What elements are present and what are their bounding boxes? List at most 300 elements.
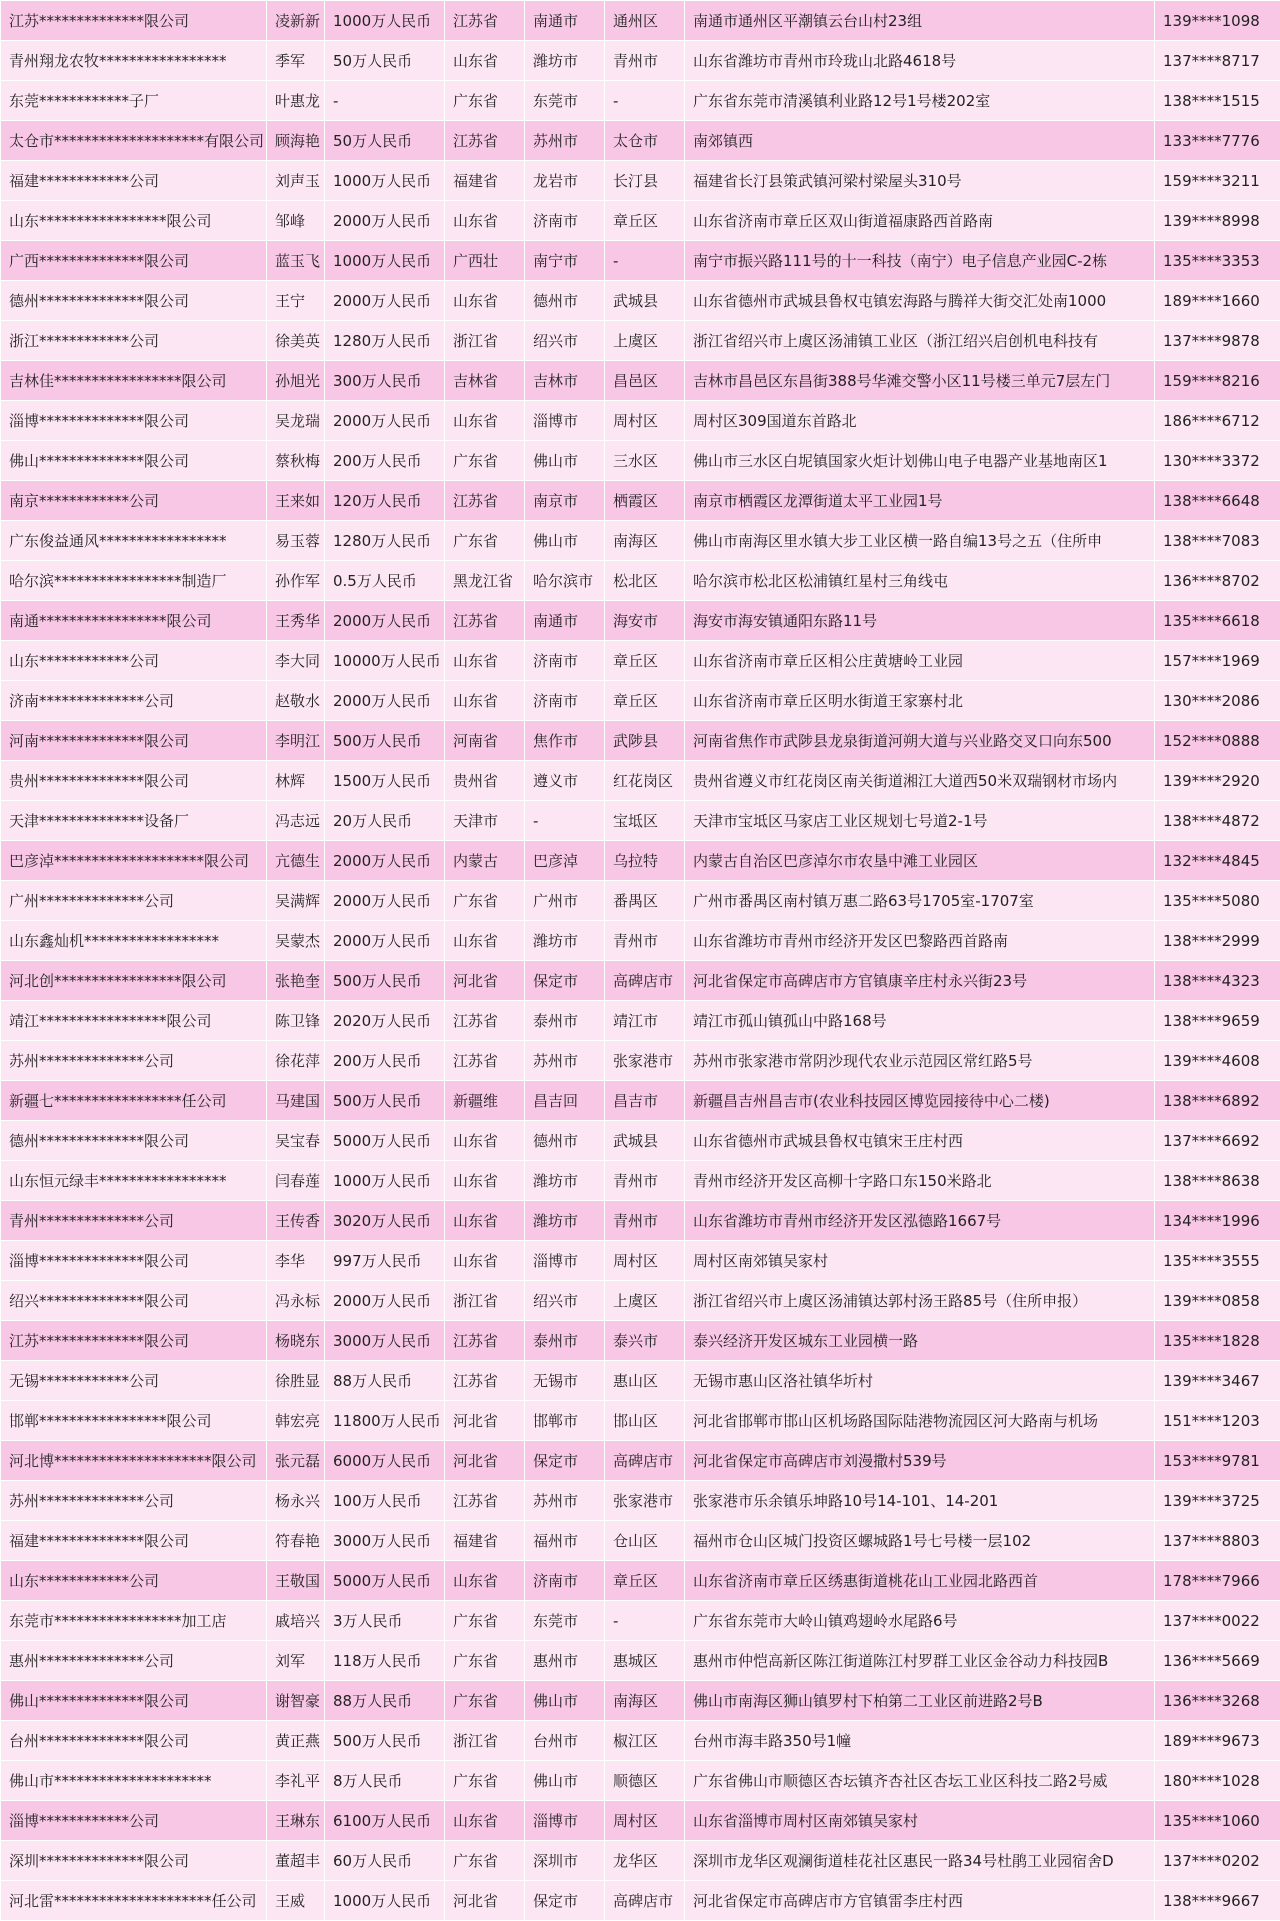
phone-cell: 178****7966 (1155, 1561, 1280, 1601)
address-cell: 山东省潍坊市青州市经济开发区巴黎路西首路南 (685, 921, 1155, 961)
district-cell: 武城县 (605, 281, 685, 321)
district-cell: 宝坻区 (605, 801, 685, 841)
phone-cell: 137****0022 (1155, 1601, 1280, 1641)
phone-cell: 139****8998 (1155, 201, 1280, 241)
address-cell: 福州市仓山区城门投资区螺城路1号七号楼一层102 (685, 1521, 1155, 1561)
phone-cell: 153****9781 (1155, 1441, 1280, 1481)
company-cell: 贵州**************限公司 (1, 761, 267, 801)
table-row (1, 1521, 1280, 1561)
legal-person-cell: 吴满辉 (267, 881, 325, 921)
registered-capital-cell: 88万人民币 (325, 1361, 445, 1401)
company-cell: 广西**************限公司 (1, 241, 267, 281)
company-cell: 南京************公司 (1, 481, 267, 521)
province-cell: 河北省 (445, 1881, 525, 1921)
city-cell: 佛山市 (525, 441, 605, 481)
table-body (1, 1, 1280, 1921)
company-cell: 邯郸*****************限公司 (1, 1401, 267, 1441)
phone-cell: 139****4608 (1155, 1041, 1280, 1081)
legal-person-cell: 王威 (267, 1881, 325, 1921)
city-cell: 济南市 (525, 201, 605, 241)
city-cell: 德州市 (525, 1121, 605, 1161)
table-row (1, 41, 1280, 81)
address-cell: 靖江市孤山镇孤山中路168号 (685, 1001, 1155, 1041)
province-cell: 山东省 (445, 1561, 525, 1601)
province-cell: 山东省 (445, 921, 525, 961)
address-cell: 河北省保定市高碑店市方官镇康辛庄村永兴街23号 (685, 961, 1155, 1001)
table-row (1, 401, 1280, 441)
address-cell: 山东省淄博市周村区南郊镇吴家村 (685, 1801, 1155, 1841)
district-cell: 周村区 (605, 401, 685, 441)
legal-person-cell: 邹峰 (267, 201, 325, 241)
city-cell: 潍坊市 (525, 921, 605, 961)
table-row (1, 1281, 1280, 1321)
registered-capital-cell: 1000万人民币 (325, 1881, 445, 1921)
address-cell: 周村区309国道东首路北 (685, 401, 1155, 441)
company-cell: 淄博**************限公司 (1, 401, 267, 441)
address-cell: 河北省保定市高碑店市刘漫撒村539号 (685, 1441, 1155, 1481)
phone-cell: 138****9659 (1155, 1001, 1280, 1041)
company-cell: 山东************公司 (1, 1561, 267, 1601)
city-cell: 惠州市 (525, 1641, 605, 1681)
company-cell: 太仓市********************有限公司 (1, 121, 267, 161)
district-cell: 龙华区 (605, 1841, 685, 1881)
address-cell: 山东省德州市武城县鲁权屯镇宋王庄村西 (685, 1121, 1155, 1161)
address-cell: 南京市栖霞区龙潭街道太平工业园1号 (685, 481, 1155, 521)
phone-cell: 134****1996 (1155, 1201, 1280, 1241)
registered-capital-cell: 2000万人民币 (325, 601, 445, 641)
phone-cell: 157****1969 (1155, 641, 1280, 681)
phone-cell: 137****8717 (1155, 41, 1280, 81)
province-cell: 浙江省 (445, 1721, 525, 1761)
address-cell: 深圳市龙华区观澜街道桂花社区惠民一路34号杜鹃工业园宿舍D (685, 1841, 1155, 1881)
registered-capital-cell: 2000万人民币 (325, 841, 445, 881)
legal-person-cell: 吴宝春 (267, 1121, 325, 1161)
province-cell: 山东省 (445, 1201, 525, 1241)
city-cell: 南通市 (525, 1, 605, 41)
city-cell: 苏州市 (525, 1481, 605, 1521)
district-cell: 海安市 (605, 601, 685, 641)
province-cell: 广东省 (445, 1841, 525, 1881)
phone-cell: 138****4872 (1155, 801, 1280, 841)
address-cell: 福建省长汀县策武镇河梁村梁屋头310号 (685, 161, 1155, 201)
address-cell: 海安市海安镇通阳东路11号 (685, 601, 1155, 641)
province-cell: 广东省 (445, 1681, 525, 1721)
province-cell: 天津市 (445, 801, 525, 841)
phone-cell: 130****2086 (1155, 681, 1280, 721)
province-cell: 黑龙江省 (445, 561, 525, 601)
legal-person-cell: 李华 (267, 1241, 325, 1281)
province-cell: 广东省 (445, 1601, 525, 1641)
address-cell: 泰兴经济开发区城东工业园横一路 (685, 1321, 1155, 1361)
province-cell: 江苏省 (445, 1001, 525, 1041)
legal-person-cell: 徐花萍 (267, 1041, 325, 1081)
district-cell: 青州市 (605, 41, 685, 81)
district-cell: 栖霞区 (605, 481, 685, 521)
province-cell: 吉林省 (445, 361, 525, 401)
company-cell: 福建************公司 (1, 161, 267, 201)
table-row (1, 1601, 1280, 1641)
district-cell: 章丘区 (605, 1561, 685, 1601)
district-cell: 周村区 (605, 1241, 685, 1281)
registered-capital-cell: - (325, 81, 445, 121)
address-cell: 苏州市张家港市常阴沙现代农业示范园区常红路5号 (685, 1041, 1155, 1081)
legal-person-cell: 吴龙瑞 (267, 401, 325, 441)
city-cell: 保定市 (525, 1881, 605, 1921)
city-cell: - (525, 801, 605, 841)
company-cell: 浙江************公司 (1, 321, 267, 361)
table-row (1, 1681, 1280, 1721)
phone-cell: 186****6712 (1155, 401, 1280, 441)
company-cell: 河南**************限公司 (1, 721, 267, 761)
company-cell: 江苏**************限公司 (1, 1, 267, 41)
table-row (1, 1801, 1280, 1841)
phone-cell: 137****8803 (1155, 1521, 1280, 1561)
phone-cell: 135****5080 (1155, 881, 1280, 921)
company-cell: 佛山**************限公司 (1, 441, 267, 481)
province-cell: 山东省 (445, 641, 525, 681)
company-cell: 济南**************公司 (1, 681, 267, 721)
phone-cell: 135****3555 (1155, 1241, 1280, 1281)
company-cell: 苏州**************公司 (1, 1481, 267, 1521)
city-cell: 淄博市 (525, 1801, 605, 1841)
phone-cell: 136****8702 (1155, 561, 1280, 601)
district-cell: 青州市 (605, 921, 685, 961)
table-row (1, 321, 1280, 361)
table-row (1, 1041, 1280, 1081)
address-cell: 广东省东莞市大岭山镇鸡翅岭水尾路6号 (685, 1601, 1155, 1641)
address-cell: 浙江省绍兴市上虞区汤浦镇达郭村汤王路85号（住所申报） (685, 1281, 1155, 1321)
company-cell: 广东俊益通风***************** (1, 521, 267, 561)
address-cell: 天津市宝坻区马家店工业区规划七号道2-1号 (685, 801, 1155, 841)
district-cell: - (605, 81, 685, 121)
company-cell: 天津**************设备厂 (1, 801, 267, 841)
address-cell: 张家港市乐余镇乐坤路10号14-101、14-201 (685, 1481, 1155, 1521)
company-cell: 青州翔龙农牧***************** (1, 41, 267, 81)
phone-cell: 138****6892 (1155, 1081, 1280, 1121)
table-row (1, 881, 1280, 921)
city-cell: 深圳市 (525, 1841, 605, 1881)
table-row (1, 81, 1280, 121)
phone-cell: 138****2999 (1155, 921, 1280, 961)
address-cell: 佛山市南海区狮山镇罗村下柏第二工业区前进路2号B (685, 1681, 1155, 1721)
district-cell: 章丘区 (605, 201, 685, 241)
district-cell: 高碑店市 (605, 1881, 685, 1921)
company-cell: 河北博*********************限公司 (1, 1441, 267, 1481)
registered-capital-cell: 3020万人民币 (325, 1201, 445, 1241)
legal-person-cell: 蔡秋梅 (267, 441, 325, 481)
company-cell: 南通*****************限公司 (1, 601, 267, 641)
city-cell: 济南市 (525, 681, 605, 721)
city-cell: 绍兴市 (525, 1281, 605, 1321)
district-cell: 太仓市 (605, 121, 685, 161)
company-cell: 佛山**************限公司 (1, 1681, 267, 1721)
city-cell: 广州市 (525, 881, 605, 921)
table-row (1, 1001, 1280, 1041)
city-cell: 佛山市 (525, 1761, 605, 1801)
district-cell: 通州区 (605, 1, 685, 41)
company-cell: 河北创*****************限公司 (1, 961, 267, 1001)
registered-capital-cell: 3000万人民币 (325, 1321, 445, 1361)
company-cell: 德州**************限公司 (1, 1121, 267, 1161)
address-cell: 新疆昌吉州昌吉市(农业科技园区博览园接待中心二楼) (685, 1081, 1155, 1121)
legal-person-cell: 王宁 (267, 281, 325, 321)
legal-person-cell: 冯永标 (267, 1281, 325, 1321)
table-row (1, 1561, 1280, 1601)
province-cell: 河北省 (445, 1401, 525, 1441)
registered-capital-cell: 200万人民币 (325, 1041, 445, 1081)
district-cell: 武陟县 (605, 721, 685, 761)
district-cell: 张家港市 (605, 1481, 685, 1521)
company-cell: 山东鑫灿机****************** (1, 921, 267, 961)
legal-person-cell: 蓝玉飞 (267, 241, 325, 281)
city-cell: 遵义市 (525, 761, 605, 801)
address-cell: 南郊镇西 (685, 121, 1155, 161)
company-cell: 吉林佳*****************限公司 (1, 361, 267, 401)
district-cell: 三水区 (605, 441, 685, 481)
address-cell: 河北省邯郸市邯山区机场路国际陆港物流园区河大路南与机场 (685, 1401, 1155, 1441)
city-cell: 德州市 (525, 281, 605, 321)
province-cell: 浙江省 (445, 1281, 525, 1321)
district-cell: 昌邑区 (605, 361, 685, 401)
city-cell: 南京市 (525, 481, 605, 521)
district-cell: 高碑店市 (605, 961, 685, 1001)
table-row (1, 561, 1280, 601)
address-cell: 南宁市振兴路111号的十一科技（南宁）电子信息产业园C-2栋 (685, 241, 1155, 281)
province-cell: 江苏省 (445, 1321, 525, 1361)
table-row (1, 1721, 1280, 1761)
district-cell: 上虞区 (605, 321, 685, 361)
phone-cell: 139****0858 (1155, 1281, 1280, 1321)
phone-cell: 139****1098 (1155, 1, 1280, 41)
registered-capital-cell: 500万人民币 (325, 961, 445, 1001)
district-cell: 长汀县 (605, 161, 685, 201)
phone-cell: 139****3725 (1155, 1481, 1280, 1521)
city-cell: 保定市 (525, 961, 605, 1001)
phone-cell: 137****6692 (1155, 1121, 1280, 1161)
phone-cell: 139****2920 (1155, 761, 1280, 801)
province-cell: 山东省 (445, 1241, 525, 1281)
registered-capital-cell: 2000万人民币 (325, 281, 445, 321)
registered-capital-cell: 2000万人民币 (325, 201, 445, 241)
phone-cell: 139****3467 (1155, 1361, 1280, 1401)
registered-capital-cell: 88万人民币 (325, 1681, 445, 1721)
table-row (1, 481, 1280, 521)
city-cell: 南宁市 (525, 241, 605, 281)
district-cell: 上虞区 (605, 1281, 685, 1321)
district-cell: 惠山区 (605, 1361, 685, 1401)
legal-person-cell: 王来如 (267, 481, 325, 521)
legal-person-cell: 王传香 (267, 1201, 325, 1241)
legal-person-cell: 季军 (267, 41, 325, 81)
legal-person-cell: 亢德生 (267, 841, 325, 881)
district-cell: 番禺区 (605, 881, 685, 921)
registered-capital-cell: 120万人民币 (325, 481, 445, 521)
phone-cell: 130****3372 (1155, 441, 1280, 481)
company-cell: 无锡************公司 (1, 1361, 267, 1401)
phone-cell: 152****0888 (1155, 721, 1280, 761)
table-row (1, 521, 1280, 561)
address-cell: 广州市番禺区南村镇万惠二路63号1705室-1707室 (685, 881, 1155, 921)
province-cell: 河北省 (445, 1441, 525, 1481)
table-row (1, 201, 1280, 241)
legal-person-cell: 易玉蓉 (267, 521, 325, 561)
legal-person-cell: 李明江 (267, 721, 325, 761)
district-cell: 南海区 (605, 521, 685, 561)
company-cell: 深圳**************限公司 (1, 1841, 267, 1881)
phone-cell: 159****3211 (1155, 161, 1280, 201)
legal-person-cell: 孙旭光 (267, 361, 325, 401)
registered-capital-cell: 2000万人民币 (325, 401, 445, 441)
table-row (1, 641, 1280, 681)
registered-capital-cell: 997万人民币 (325, 1241, 445, 1281)
address-cell: 山东省潍坊市青州市经济开发区泓德路1667号 (685, 1201, 1155, 1241)
table-row (1, 601, 1280, 641)
city-cell: 佛山市 (525, 1681, 605, 1721)
address-cell: 山东省济南市章丘区双山街道福康路西首路南 (685, 201, 1155, 241)
legal-person-cell: 杨永兴 (267, 1481, 325, 1521)
city-cell: 福州市 (525, 1521, 605, 1561)
registered-capital-cell: 300万人民币 (325, 361, 445, 401)
address-cell: 哈尔滨市松北区松浦镇红星村三角线屯 (685, 561, 1155, 601)
legal-person-cell: 林辉 (267, 761, 325, 801)
address-cell: 南通市通州区平潮镇云台山村23组 (685, 1, 1155, 41)
city-cell: 济南市 (525, 1561, 605, 1601)
district-cell: 乌拉特 (605, 841, 685, 881)
district-cell: 青州市 (605, 1161, 685, 1201)
province-cell: 广东省 (445, 521, 525, 561)
phone-cell: 180****1028 (1155, 1761, 1280, 1801)
company-cell: 靖江*****************限公司 (1, 1001, 267, 1041)
table-row (1, 1121, 1280, 1161)
province-cell: 江苏省 (445, 481, 525, 521)
company-cell: 佛山市********************* (1, 1761, 267, 1801)
district-cell: 高碑店市 (605, 1441, 685, 1481)
legal-person-cell: 张元磊 (267, 1441, 325, 1481)
company-cell: 山东************公司 (1, 641, 267, 681)
city-cell: 潍坊市 (525, 1201, 605, 1241)
district-cell: - (605, 1601, 685, 1641)
address-cell: 惠州市仲恺高新区陈江街道陈江村罗群工业区金谷动力科技园B (685, 1641, 1155, 1681)
company-cell: 哈尔滨*****************制造厂 (1, 561, 267, 601)
district-cell: 泰兴市 (605, 1321, 685, 1361)
province-cell: 内蒙古 (445, 841, 525, 881)
district-cell: 红花岗区 (605, 761, 685, 801)
table-row (1, 1881, 1280, 1921)
registered-capital-cell: 1280万人民币 (325, 321, 445, 361)
province-cell: 广东省 (445, 81, 525, 121)
district-cell: 张家港市 (605, 1041, 685, 1081)
legal-person-cell: 闫春莲 (267, 1161, 325, 1201)
legal-person-cell: 张艳奎 (267, 961, 325, 1001)
table-row (1, 241, 1280, 281)
address-cell: 贵州省遵义市红花岗区南关街道湘江大道西50米双瑞钢材市场内 (685, 761, 1155, 801)
phone-cell: 159****8216 (1155, 361, 1280, 401)
address-cell: 山东省济南市章丘区绣惠街道桃花山工业园北路西首 (685, 1561, 1155, 1601)
registered-capital-cell: 1500万人民币 (325, 761, 445, 801)
province-cell: 河南省 (445, 721, 525, 761)
legal-person-cell: 王敬国 (267, 1561, 325, 1601)
city-cell: 东莞市 (525, 1601, 605, 1641)
registered-capital-cell: 60万人民币 (325, 1841, 445, 1881)
city-cell: 吉林市 (525, 361, 605, 401)
district-cell: 惠城区 (605, 1641, 685, 1681)
registered-capital-cell: 5000万人民币 (325, 1121, 445, 1161)
registered-capital-cell: 2000万人民币 (325, 1281, 445, 1321)
province-cell: 山东省 (445, 1801, 525, 1841)
phone-cell: 138****1515 (1155, 81, 1280, 121)
registered-capital-cell: 500万人民币 (325, 1081, 445, 1121)
table-row (1, 1, 1280, 41)
legal-person-cell: 谢智豪 (267, 1681, 325, 1721)
address-cell: 河北省保定市高碑店市方官镇雷李庄村西 (685, 1881, 1155, 1921)
address-cell: 佛山市三水区白坭镇国家火炬计划佛山电子电器产业基地南区1 (685, 441, 1155, 481)
registered-capital-cell: 1000万人民币 (325, 161, 445, 201)
registered-capital-cell: 50万人民币 (325, 121, 445, 161)
city-cell: 保定市 (525, 1441, 605, 1481)
registered-capital-cell: 50万人民币 (325, 41, 445, 81)
legal-person-cell: 徐美英 (267, 321, 325, 361)
legal-person-cell: 赵敬水 (267, 681, 325, 721)
table-row (1, 121, 1280, 161)
province-cell: 江苏省 (445, 1361, 525, 1401)
district-cell: 青州市 (605, 1201, 685, 1241)
address-cell: 山东省潍坊市青州市玲珑山北路4618号 (685, 41, 1155, 81)
phone-cell: 151****1203 (1155, 1401, 1280, 1441)
district-cell: 章丘区 (605, 681, 685, 721)
registered-capital-cell: 11800万人民币 (325, 1401, 445, 1441)
registered-capital-cell: 118万人民币 (325, 1641, 445, 1681)
company-cell: 山东*****************限公司 (1, 201, 267, 241)
province-cell: 山东省 (445, 681, 525, 721)
province-cell: 广东省 (445, 881, 525, 921)
district-cell: 昌吉市 (605, 1081, 685, 1121)
legal-person-cell: 马建国 (267, 1081, 325, 1121)
district-cell: 武城县 (605, 1121, 685, 1161)
address-cell: 无锡市惠山区洛社镇华圻村 (685, 1361, 1155, 1401)
city-cell: 淄博市 (525, 1241, 605, 1281)
registered-capital-cell: 100万人民币 (325, 1481, 445, 1521)
province-cell: 福建省 (445, 161, 525, 201)
city-cell: 哈尔滨市 (525, 561, 605, 601)
table-row (1, 1241, 1280, 1281)
table-row (1, 1481, 1280, 1521)
phone-cell: 135****1828 (1155, 1321, 1280, 1361)
table-row (1, 1161, 1280, 1201)
district-cell: - (605, 241, 685, 281)
legal-person-cell: 王琳东 (267, 1801, 325, 1841)
city-cell: 苏州市 (525, 121, 605, 161)
registered-capital-cell: 2000万人民币 (325, 921, 445, 961)
company-cell: 淄博************公司 (1, 1801, 267, 1841)
province-cell: 山东省 (445, 201, 525, 241)
district-cell: 章丘区 (605, 641, 685, 681)
legal-person-cell: 王秀华 (267, 601, 325, 641)
table-row (1, 1641, 1280, 1681)
address-cell: 山东省济南市章丘区明水街道王家寨村北 (685, 681, 1155, 721)
legal-person-cell: 刘军 (267, 1641, 325, 1681)
phone-cell: 133****7776 (1155, 121, 1280, 161)
registered-capital-cell: 6000万人民币 (325, 1441, 445, 1481)
company-cell: 巴彦淖********************限公司 (1, 841, 267, 881)
registered-capital-cell: 2000万人民币 (325, 681, 445, 721)
registered-capital-cell: 20万人民币 (325, 801, 445, 841)
phone-cell: 135****1060 (1155, 1801, 1280, 1841)
province-cell: 河北省 (445, 961, 525, 1001)
registered-capital-cell: 2020万人民币 (325, 1001, 445, 1041)
registered-capital-cell: 6100万人民币 (325, 1801, 445, 1841)
address-cell: 广东省东莞市清溪镇利业路12号1号楼202室 (685, 81, 1155, 121)
phone-cell: 138****7083 (1155, 521, 1280, 561)
